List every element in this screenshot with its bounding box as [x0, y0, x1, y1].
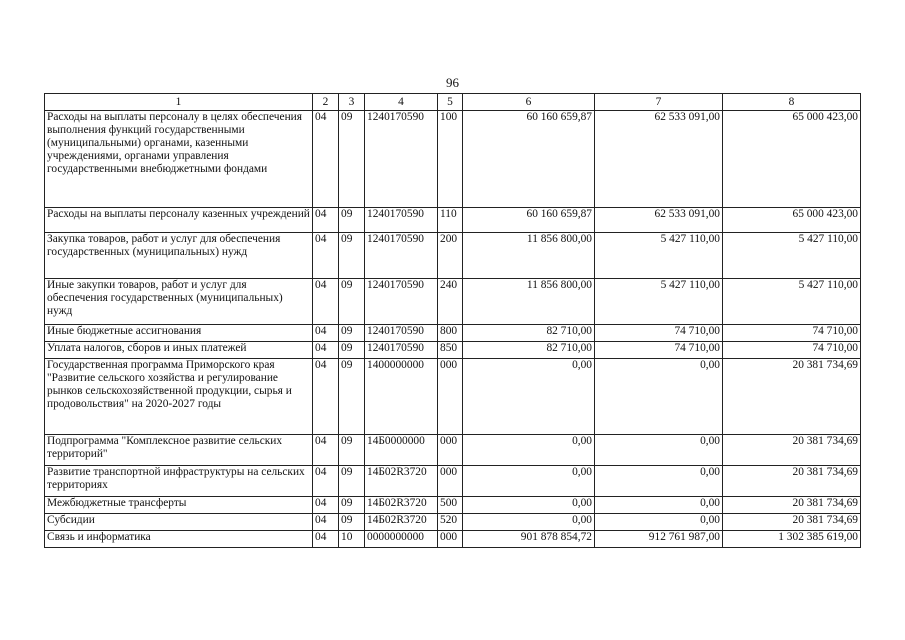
target-article-cell: 1240170590	[365, 233, 438, 279]
expense-type-cell: 000	[438, 359, 463, 435]
section-code-cell: 04	[313, 514, 339, 531]
subsection-code-cell: 10	[339, 531, 365, 548]
section-code-cell: 04	[313, 342, 339, 359]
section-code-cell: 04	[313, 233, 339, 279]
subsection-code-cell: 09	[339, 497, 365, 514]
subsection-code-cell: 09	[339, 359, 365, 435]
expense-type-cell: 000	[438, 435, 463, 466]
amount-col7-cell: 912 761 987,00	[595, 531, 723, 548]
table-row	[45, 325, 861, 342]
expense-type-cell: 000	[438, 466, 463, 497]
target-article-cell: 14Б02R3720	[365, 466, 438, 497]
subsection-code-cell: 09	[339, 514, 365, 531]
table-row	[45, 342, 861, 359]
section-code-cell: 04	[313, 466, 339, 497]
amount-col8-cell: 5 427 110,00	[723, 233, 861, 279]
item-name-cell: Иные закупки товаров, работ и услуг для обеспечения государственных (муниципальных) нужд	[45, 279, 313, 325]
target-article-cell: 0000000000	[365, 531, 438, 548]
header-cell-2: 2	[313, 94, 339, 111]
amount-col8-cell: 20 381 734,69	[723, 359, 861, 435]
page-number: 96	[446, 75, 459, 90]
header-cell-6: 6	[463, 94, 595, 111]
subsection-code-cell: 09	[339, 208, 365, 233]
amount-col8-cell: 20 381 734,69	[723, 435, 861, 466]
expense-type-cell: 100	[438, 111, 463, 208]
amount-col7-cell: 5 427 110,00	[595, 279, 723, 325]
amount-col7-cell: 74 710,00	[595, 342, 723, 359]
amount-col7-cell: 0,00	[595, 359, 723, 435]
expense-type-cell: 240	[438, 279, 463, 325]
amount-col6-cell: 0,00	[463, 497, 595, 514]
amount-col6-cell: 60 160 659,87	[463, 111, 595, 208]
table-row	[45, 514, 861, 531]
expense-type-cell: 000	[438, 531, 463, 548]
header-cell-1: 1	[45, 94, 313, 111]
header-row	[45, 94, 861, 111]
amount-col8-cell: 20 381 734,69	[723, 514, 861, 531]
amount-col8-cell: 20 381 734,69	[723, 466, 861, 497]
amount-col6-cell: 60 160 659,87	[463, 208, 595, 233]
subsection-code-cell: 09	[339, 435, 365, 466]
section-code-cell: 04	[313, 279, 339, 325]
section-code-cell: 04	[313, 531, 339, 548]
expense-type-cell: 800	[438, 325, 463, 342]
amount-col6-cell: 0,00	[463, 514, 595, 531]
amount-col8-cell: 74 710,00	[723, 342, 861, 359]
subsection-code-cell: 09	[339, 111, 365, 208]
amount-col8-cell: 1 302 385 619,00	[723, 531, 861, 548]
section-code-cell: 04	[313, 325, 339, 342]
expense-type-cell: 850	[438, 342, 463, 359]
target-article-cell: 1240170590	[365, 279, 438, 325]
table-row	[45, 233, 861, 279]
amount-col8-cell: 74 710,00	[723, 325, 861, 342]
amount-col8-cell: 65 000 423,00	[723, 111, 861, 208]
table-row	[45, 435, 861, 466]
section-code-cell: 04	[313, 497, 339, 514]
expense-type-cell: 500	[438, 497, 463, 514]
table-row	[45, 279, 861, 325]
item-name-cell: Субсидии	[45, 514, 313, 531]
amount-col7-cell: 5 427 110,00	[595, 233, 723, 279]
target-article-cell: 1240170590	[365, 325, 438, 342]
section-code-cell: 04	[313, 359, 339, 435]
target-article-cell: 14Б02R3720	[365, 514, 438, 531]
subsection-code-cell: 09	[339, 342, 365, 359]
subsection-code-cell: 09	[339, 279, 365, 325]
amount-col8-cell: 20 381 734,69	[723, 497, 861, 514]
amount-col7-cell: 62 533 091,00	[595, 208, 723, 233]
item-name-cell: Связь и информатика	[45, 531, 313, 548]
table-row	[45, 531, 861, 548]
amount-col6-cell: 0,00	[463, 435, 595, 466]
item-name-cell: Развитие транспортной инфраструктуры на сельских территориях	[45, 466, 313, 497]
table-row	[45, 111, 861, 208]
section-code-cell: 04	[313, 208, 339, 233]
amount-col6-cell: 11 856 800,00	[463, 279, 595, 325]
item-name-cell: Межбюджетные трансферты	[45, 497, 313, 514]
table-row	[45, 466, 861, 497]
amount-col6-cell: 0,00	[463, 466, 595, 497]
subsection-code-cell: 09	[339, 325, 365, 342]
header-cell-4: 4	[365, 94, 438, 111]
target-article-cell: 1240170590	[365, 208, 438, 233]
table-row	[45, 359, 861, 435]
amount-col6-cell: 11 856 800,00	[463, 233, 595, 279]
table-row	[45, 497, 861, 514]
target-article-cell: 1240170590	[365, 111, 438, 208]
target-article-cell: 1400000000	[365, 359, 438, 435]
item-name-cell: Расходы на выплаты персоналу в целях обеспечения выполнения функций государственными (муниципальными) органами, казенными учреждениями, органами управления государственными внебюджетными фондами	[45, 111, 313, 208]
subsection-code-cell: 09	[339, 233, 365, 279]
item-name-cell: Подпрограмма "Комплексное развитие сельских территорий"	[45, 435, 313, 466]
header-cell-7: 7	[595, 94, 723, 111]
section-code-cell: 04	[313, 111, 339, 208]
item-name-cell: Уплата налогов, сборов и иных платежей	[45, 342, 313, 359]
target-article-cell: 14Б02R3720	[365, 497, 438, 514]
budget-table	[44, 93, 861, 548]
amount-col6-cell: 82 710,00	[463, 342, 595, 359]
item-name-cell: Расходы на выплаты персоналу казенных учреждений	[45, 208, 313, 233]
section-code-cell: 04	[313, 435, 339, 466]
amount-col7-cell: 74 710,00	[595, 325, 723, 342]
expense-type-cell: 110	[438, 208, 463, 233]
expense-type-cell: 200	[438, 233, 463, 279]
amount-col8-cell: 65 000 423,00	[723, 208, 861, 233]
table-row	[45, 208, 861, 233]
item-name-cell: Иные бюджетные ассигнования	[45, 325, 313, 342]
target-article-cell: 1240170590	[365, 342, 438, 359]
amount-col7-cell: 0,00	[595, 466, 723, 497]
header-cell-5: 5	[438, 94, 463, 111]
subsection-code-cell: 09	[339, 466, 365, 497]
amount-col7-cell: 0,00	[595, 514, 723, 531]
header-cell-3: 3	[339, 94, 365, 111]
header-cell-8: 8	[723, 94, 861, 111]
amount-col7-cell: 62 533 091,00	[595, 111, 723, 208]
item-name-cell: Государственная программа Приморского края "Развитие сельского хозяйства и регулирование рынков сельскохозяйственной продукции, сырья и продовольствия" на 2020-2027 годы	[45, 359, 313, 435]
amount-col8-cell: 5 427 110,00	[723, 279, 861, 325]
amount-col7-cell: 0,00	[595, 435, 723, 466]
amount-col6-cell: 82 710,00	[463, 325, 595, 342]
target-article-cell: 14Б0000000	[365, 435, 438, 466]
expense-type-cell: 520	[438, 514, 463, 531]
item-name-cell: Закупка товаров, работ и услуг для обеспечения государственных (муниципальных) нужд	[45, 233, 313, 279]
amount-col6-cell: 901 878 854,72	[463, 531, 595, 548]
amount-col6-cell: 0,00	[463, 359, 595, 435]
amount-col7-cell: 0,00	[595, 497, 723, 514]
